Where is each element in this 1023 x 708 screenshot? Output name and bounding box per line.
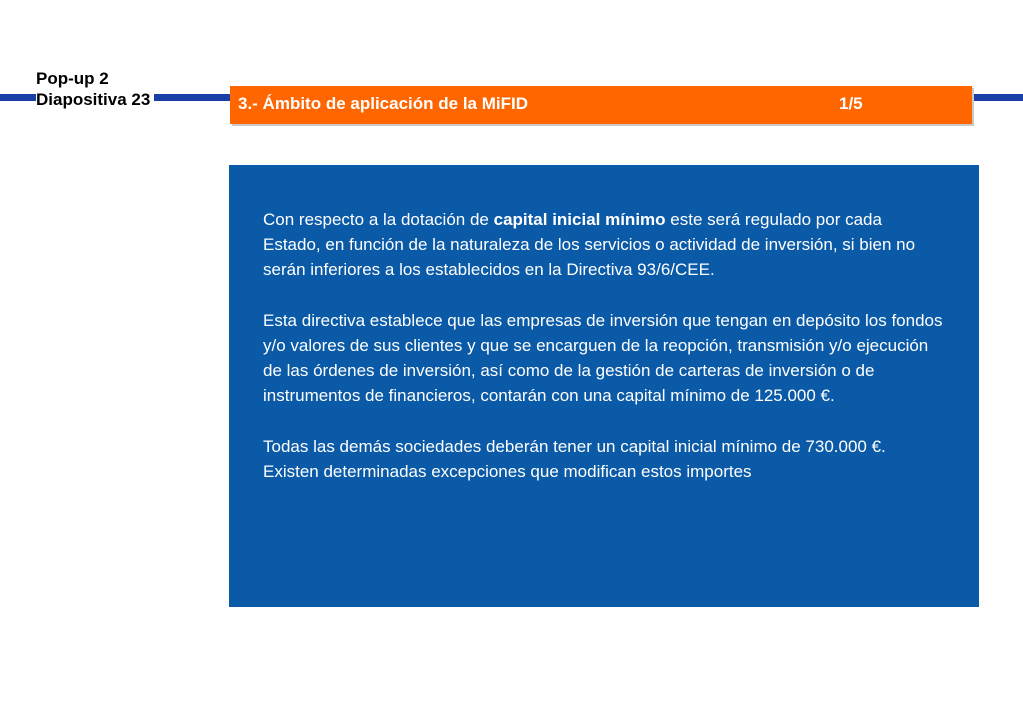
paragraph-directiva: Esta directiva establece que las empresas de inversión que tengan en depósito los fondos y/o valores de sus clientes y que se encarguen de la reopción, transmisión y/o ejecución de las órdenes de inversión, así como de la gestión de carteras de inversión o de instrumentos de financieros, contarán con una capital mínimo de 125.000 €. <box>263 311 943 405</box>
paragraph-1-rest: este será regulado por cada Estado, en función de la naturaleza de los servicios o actividad de inversión, si bien no serán inferiores a los establecidos en la Directiva 93/6/CEE. <box>263 210 916 279</box>
slide-label <box>36 68 154 110</box>
section-title: 3.- Ámbito de aplicación de la MiFID <box>238 94 528 113</box>
content-panel <box>229 165 979 607</box>
paragraph-1-emphasis: capital inicial mínimo <box>493 210 666 229</box>
content-text <box>263 207 943 510</box>
slide-label-number: Diapositiva 23 <box>36 90 151 109</box>
paragraph-capital-inicial <box>263 207 943 282</box>
section-title-bar <box>230 86 972 124</box>
page-indicator: 1/5 <box>839 94 863 113</box>
paragraph-1-lead: Con respecto a la dotación de <box>263 210 494 229</box>
slide-label-popup: Pop-up 2 <box>36 69 109 88</box>
paragraph-demas-sociedades: Todas las demás sociedades deberán tener un capital inicial mínimo de 730.000 €. Existen determinadas excepciones que modifican estos importes <box>263 437 886 481</box>
